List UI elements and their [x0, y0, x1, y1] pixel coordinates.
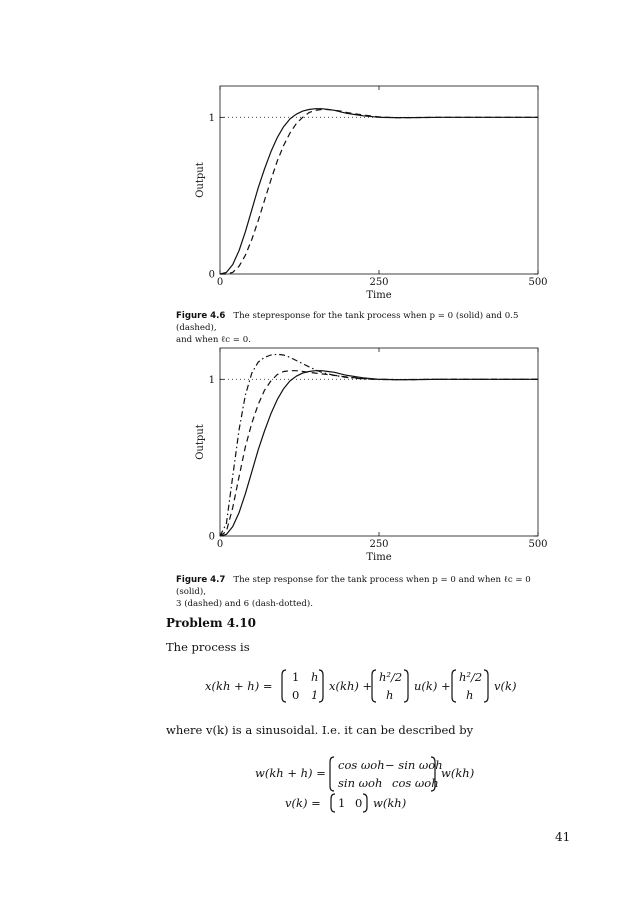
left-bracket [452, 670, 456, 702]
eq1-term2: u(k) + [414, 679, 451, 693]
eq2-m21: sin ωoh [338, 776, 383, 790]
eq3-r1: 1 [338, 796, 346, 810]
eq1-b2: h [386, 688, 394, 702]
y-axis-label: Output [195, 162, 206, 198]
eq2-rhs: w(kh) [441, 766, 475, 780]
y-tick-label: 0 [208, 531, 215, 543]
x-tick-label: 250 [369, 539, 389, 550]
problem-where-text: where v(k) is a sinusoidal. I.e. it can be described by [166, 723, 474, 737]
x-tick-label: 0 [216, 277, 224, 288]
right-bracket [319, 670, 323, 702]
eq2-m22: cos ωoh [392, 776, 439, 790]
eq2-m12: − sin ωoh [385, 758, 443, 772]
figure-4-6-caption [176, 310, 556, 346]
eq1-a22: 1 [311, 688, 319, 702]
x-tick-label: 500 [528, 277, 548, 288]
eq2-lhs: w(kh + h) = [255, 766, 326, 780]
plot-frame [220, 348, 538, 536]
right-bracket [404, 670, 408, 702]
y-axis-label: Output [195, 424, 206, 460]
page-number: 41 [555, 830, 571, 844]
right-bracket [484, 670, 488, 702]
series-line-dashed [220, 371, 538, 536]
equation-3 [285, 790, 425, 814]
figure-4-7-caption-line2: 3 (dashed) and 6 (dash-dotted). [176, 599, 313, 609]
eq1-c1: h²/2 [459, 670, 483, 684]
left-bracket [331, 794, 335, 812]
x-axis-label: Time [366, 552, 392, 563]
y-tick-label: 0 [208, 269, 215, 281]
left-bracket [282, 670, 286, 702]
series-line-solid [220, 371, 538, 536]
eq2-m11: cos ωoh [338, 758, 385, 772]
right-bracket [363, 794, 367, 812]
eq1-a11: 1 [292, 670, 300, 684]
equation-1 [205, 664, 545, 708]
y-tick-label: 1 [208, 374, 215, 386]
x-tick-label: 250 [369, 277, 389, 288]
eq1-term3: v(k) [494, 679, 517, 693]
equation-2 [255, 755, 495, 795]
left-bracket [372, 670, 376, 702]
eq3-rhs: w(kh) [373, 796, 407, 810]
series-line-dash-dotted [220, 354, 538, 536]
eq1-term1: x(kh) + [329, 679, 373, 693]
eq3-r2: 0 [355, 796, 363, 810]
eq3-lhs: v(k) = [285, 796, 321, 810]
figure-4-6-chart [190, 80, 560, 310]
figure-4-6-caption-line2: and when ℓc = 0. [176, 335, 251, 345]
eq1-lhs: x(kh + h) = [205, 679, 273, 693]
problem-heading: Problem 4.10 [166, 616, 257, 630]
figure-4-6-caption-line1: The stepresponse for the tank process when p = 0 (solid) and 0.5 (dashed), [176, 311, 519, 333]
left-bracket [330, 757, 334, 791]
figure-4-7-label: Figure 4.7 [176, 575, 226, 585]
eq1-a12: h [311, 670, 319, 684]
plot-frame [220, 86, 538, 274]
eq1-c2: h [466, 688, 474, 702]
figure-4-7-caption [176, 574, 556, 610]
x-axis-label: Time [366, 290, 392, 301]
y-tick-label: 1 [208, 112, 215, 124]
x-tick-label: 500 [528, 539, 548, 550]
eq1-a21: 0 [292, 688, 300, 702]
x-tick-label: 0 [216, 539, 224, 550]
figure-4-7-caption-line1: The step response for the tank process when p = 0 and when ℓc = 0 (solid), [176, 575, 531, 597]
figure-4-7-chart [190, 342, 560, 574]
figure-4-6-label: Figure 4.6 [176, 311, 226, 321]
series-line-dashed [220, 110, 538, 275]
problem-intro: The process is [166, 640, 250, 654]
eq1-b1: h²/2 [379, 670, 403, 684]
